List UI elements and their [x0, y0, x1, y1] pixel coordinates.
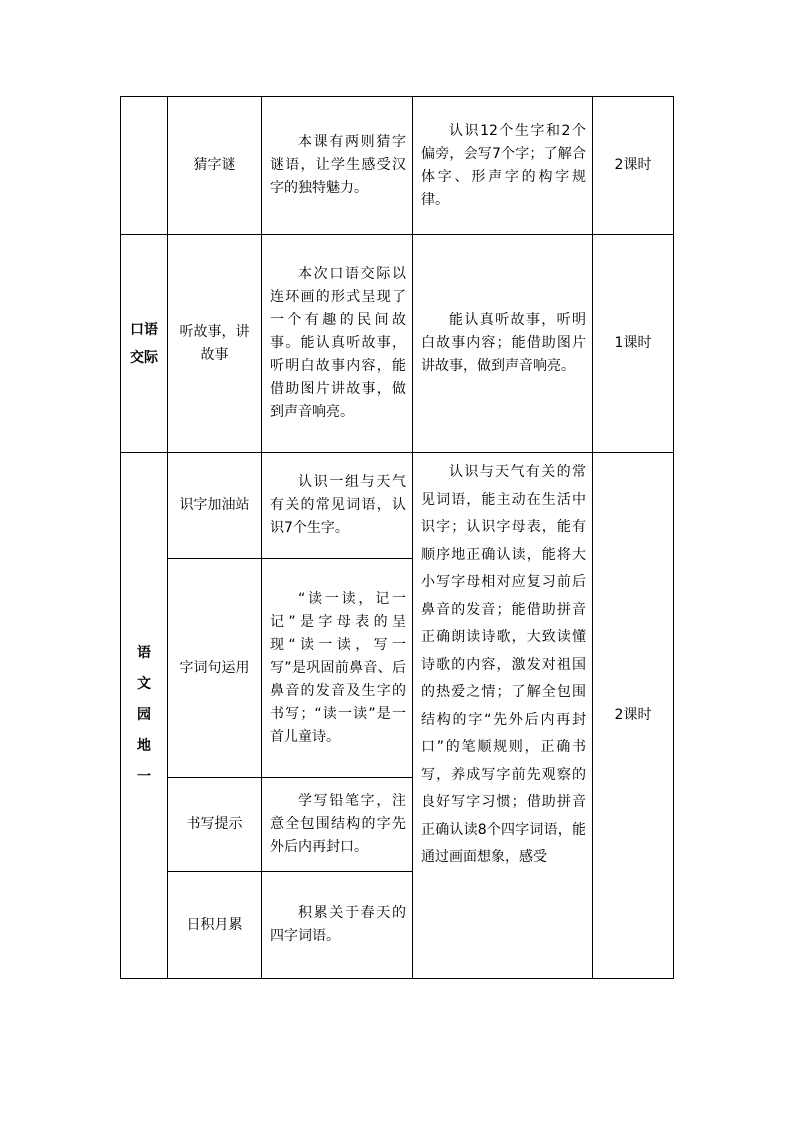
unit-cell — [121, 97, 168, 235]
hours-cell: 2课时 — [593, 97, 674, 235]
content-cell: 本次口语交际以连环画的形式呈现了一个有趣的民间故事。能认真听故事，听明白故事内容，能借助图片讲故事，做到声音响亮。 — [262, 235, 413, 453]
goal-cell: 能认真听故事，听明白故事内容；能借助图片讲故事，做到声音响亮。 — [413, 235, 593, 453]
item-cell: 听故事，讲故事 — [168, 235, 262, 453]
item-cell: 识字加油站 — [168, 453, 262, 559]
table-row — [121, 97, 674, 235]
content-cell: 认识一组与天气有关的常见词语，认识7个生字。 — [262, 453, 413, 559]
hours-cell: 1课时 — [593, 235, 674, 453]
unit-cell: 语文园地一 — [121, 453, 168, 979]
table-row — [121, 453, 674, 559]
goal-cell: 认识与天气有关的常见词语，能主动在生活中识字；认识字母表，能有顺序地正确认读，能将大小写字母相对应复习前后鼻音的发音；能借助拼音正确朗读诗歌，大致读懂诗歌的内容，激发对祖国的热爱之情；了解全包围结构的字“先外后内再封口”的笔顺规则，正确书写，养成写字前先观察的良好写字习惯；借助拼音正确认读8个四字词语，能通过画面想象，感受 — [413, 453, 593, 979]
table-row — [121, 235, 674, 453]
item-cell: 书写提示 — [168, 778, 262, 872]
goal-cell: 认识12个生字和2个偏旁，会写7个字；了解合体字、形声字的构字规律。 — [413, 97, 593, 235]
content-cell: 本课有两则猜字谜语，让学生感受汉字的独特魅力。 — [262, 97, 413, 235]
content-cell: “读一读，记一记”是字母表的呈现“读一读，写一写”是巩固前鼻音、后鼻音的发音及生字的书写；“读一读”是一首儿童诗。 — [262, 559, 413, 778]
item-cell: 日积月累 — [168, 872, 262, 979]
unit-cell: 口语交际 — [121, 235, 168, 453]
hours-cell: 2课时 — [593, 453, 674, 979]
item-cell: 字词句运用 — [168, 559, 262, 778]
content-cell: 积累关于春天的四字词语。 — [262, 872, 413, 979]
content-cell: 学写铅笔字，注意全包围结构的字先外后内再封口。 — [262, 778, 413, 872]
item-cell: 猜字谜 — [168, 97, 262, 235]
lesson-plan-table — [120, 96, 674, 979]
